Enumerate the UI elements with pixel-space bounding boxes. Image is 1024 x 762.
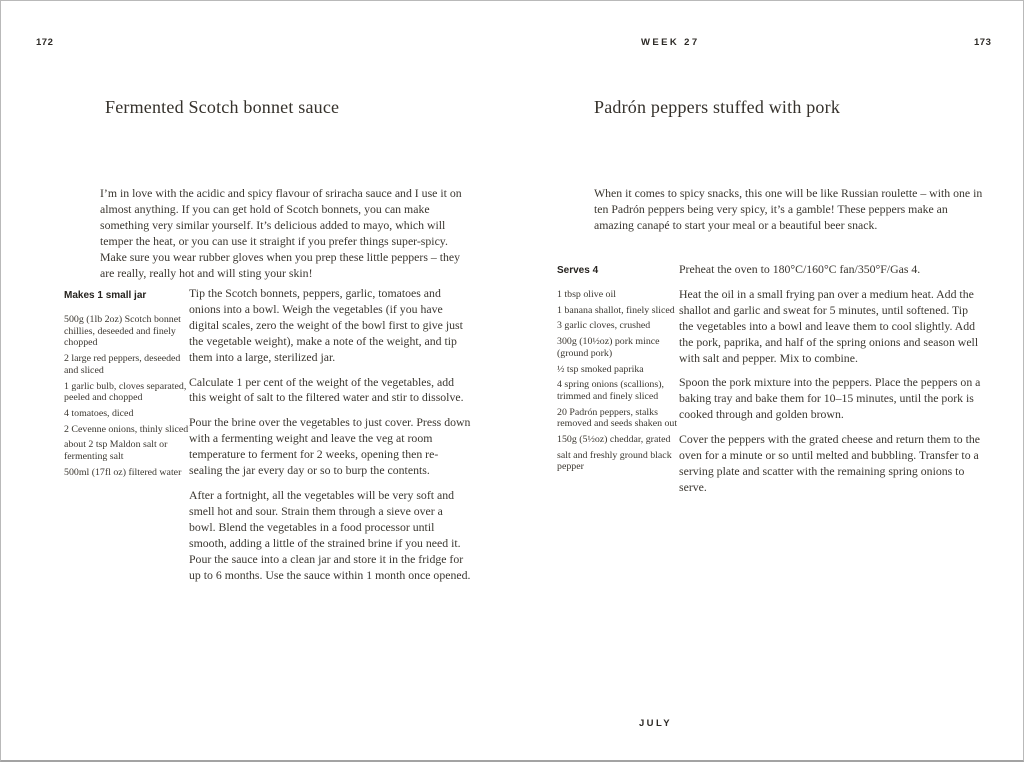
ingredient-item: 1 tbsp olive oil (557, 289, 616, 300)
recipe-title-left: Fermented Scotch bonnet sauce (105, 97, 340, 117)
ingredient-item: 300g (10½oz) pork mince (ground pork) (557, 336, 660, 359)
method-left (189, 286, 471, 592)
yield-label-right: Serves 4 (557, 265, 599, 276)
page-number-right: 173 (974, 37, 992, 48)
recipe-intro-right: When it comes to spicy snacks, this one will be like Russian roulette – with one in ten Padrón peppers being very spicy, it’s a gamble! These peppers make an amazing canapé to start your meal or a beautiful beer snack. (594, 186, 983, 232)
method-paragraph: Calculate 1 per cent of the weight of the vegetables, add this weight of salt to the filtered water and stir to dissolve. (189, 374, 464, 405)
method-paragraph: Preheat the oven to 180°C/160°C fan/350°F/Gas 4. (679, 262, 921, 276)
recipe-intro-left: I’m in love with the acidic and spicy flavour of sriracha sauce and I use it on almost anything. If you can get hold of Scotch bonnets, you can make something very similar yourself. It’s delicious added to mayo, which will temper the heat, or you can use it straight if you prefer things super-spicy. Make sure you wear rubber gloves when you prep these little peppers – they are really, really hot and will sting your skin! (100, 186, 462, 280)
ingredient-item: 4 tomatoes, diced (64, 407, 134, 419)
ingredient-item: 2 large red peppers, deseeded and sliced (64, 353, 181, 376)
ingredient-item: 500g (1lb 2oz) Scotch bonnet chillies, deseeded and finely chopped (64, 314, 181, 349)
ingredient-item: 20 Padrón peppers, stalks removed and seeds shaken out (557, 406, 678, 430)
ingredient-item: ½ tsp smoked paprika (557, 363, 644, 375)
method-paragraph: Cover the peppers with the grated cheese and return them to the oven for a minute or so until melted and bubbling. Transfer to a serving plate and scatter with the remaining spring onions to serve. (679, 432, 981, 494)
ingredient-item: 150g (5½oz) cheddar, grated (557, 434, 671, 446)
ingredient-item: 2 Cevenne onions, thinly sliced (64, 423, 189, 435)
method-paragraph: After a fortnight, all the vegetables will be very soft and smell hot and sour. Strain them through a sieve over a bowl. Blend the vegetables in a food processor until smooth, adding a little of the strained brine if you need it. Pour the sauce into a clean jar and store it in the fridge for up to 6 months. Use the sauce within 1 month once opened. (189, 487, 471, 582)
ingredients-list-left (64, 290, 190, 482)
running-head: WEEK 27 (641, 37, 700, 48)
ingredient-item: 1 garlic bulb, cloves separated, peeled and chopped (64, 380, 187, 404)
method-paragraph: Pour the brine over the vegetables to just cover. Press down with a fermenting weight and leave the veg at room temperature to ferment for 2 weeks, opening then re-sealing the jar every day or so to burp the contents. (189, 415, 471, 478)
ingredient-item: 1 banana shallot, finely sliced (557, 304, 675, 316)
method-paragraph: Heat the oil in a small frying pan over a medium heat. Add the shallot and garlic and sweat for 5 minutes, until softened. Tip the vegetables into a bowl and leave them to cool slightly. Add the pork, paprika, and half of the spring onions and season well with salt and pepper. Mix to combine. (679, 286, 979, 365)
yield-label-left: Makes 1 small jar (64, 290, 147, 301)
ingredients-list-right (557, 265, 681, 477)
ingredient-item: about 2 tsp Maldon salt or fermenting salt (64, 439, 168, 463)
page-number-left: 172 (36, 37, 54, 48)
ingredient-item: 500ml (17fl oz) filtered water (64, 466, 182, 478)
ingredient-item: 4 spring onions (scallions), trimmed and finely sliced (557, 379, 664, 402)
method-paragraph: Spoon the pork mixture into the peppers. Place the peppers on a baking tray and bake them for 10–15 minutes, until the pork is cooked through and golden brown. (679, 375, 981, 422)
method-paragraph: Tip the Scotch bonnets, peppers, garlic, tomatoes and onions into a bowl. Weigh the vegetables (if you have digital scales, zero the weight of the bowl first to give just the vegetable weight), make a note of the weight, and tip them into a large, sterilized jar. (189, 286, 463, 364)
ingredient-item: 3 garlic cloves, crushed (557, 320, 651, 332)
recipe-title-right: Padrón peppers stuffed with pork (594, 97, 841, 117)
method-right (679, 262, 983, 505)
ingredient-item: salt and freshly ground black pepper (557, 449, 672, 473)
footer-month: JULY (639, 718, 673, 729)
